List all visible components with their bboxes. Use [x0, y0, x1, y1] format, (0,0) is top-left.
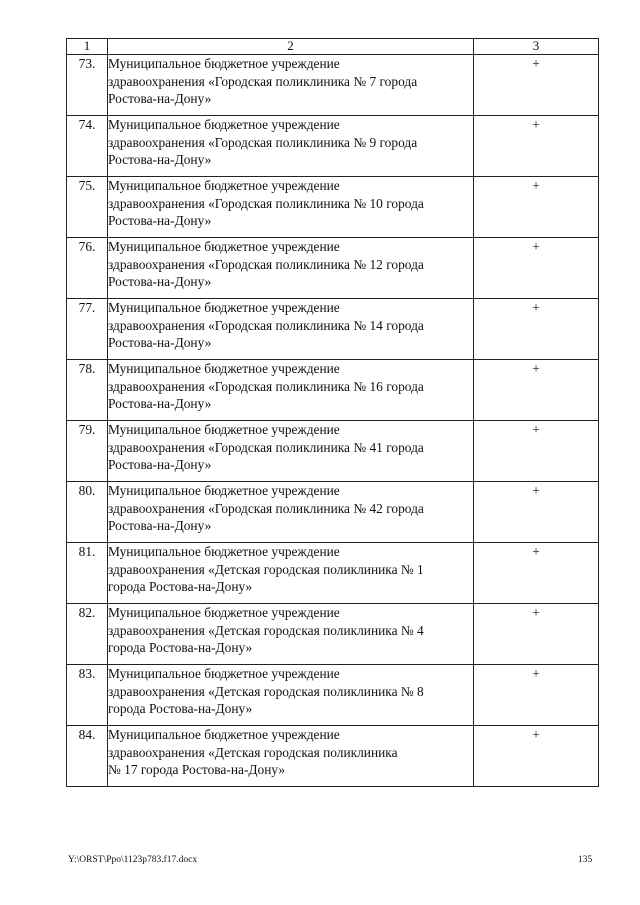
row-number: 78. [67, 360, 108, 421]
row-number: 84. [67, 726, 108, 787]
inclusion-mark: + [474, 55, 599, 116]
table-row [67, 726, 599, 787]
inclusion-mark: + [474, 177, 599, 238]
inclusion-mark: + [474, 299, 599, 360]
institution-name: Муниципальное бюджетное учреждение здравоохранения «Городская поликлиника № 14 города Ростова-на-Дону» [108, 299, 474, 360]
row-number: 76. [67, 238, 108, 299]
row-number: 83. [67, 665, 108, 726]
row-number: 82. [67, 604, 108, 665]
row-number: 75. [67, 177, 108, 238]
institution-name: Муниципальное бюджетное учреждение здравоохранения «Городская поликлиника № 42 города Ростова-на-Дону» [108, 482, 474, 543]
footer-page-number: 135 [578, 855, 593, 865]
table-header-row [67, 39, 599, 55]
table-row [67, 238, 599, 299]
table-row [67, 421, 599, 482]
table-row [67, 604, 599, 665]
inclusion-mark: + [474, 604, 599, 665]
institution-name: Муниципальное бюджетное учреждение здравоохранения «Детская городская поликлиника № 4 города Ростова-на-Дону» [108, 604, 474, 665]
inclusion-mark: + [474, 116, 599, 177]
institution-name: Муниципальное бюджетное учреждение здравоохранения «Городская поликлиника № 12 города Ростова-на-Дону» [108, 238, 474, 299]
table-row [67, 299, 599, 360]
inclusion-mark: + [474, 665, 599, 726]
inclusion-mark: + [474, 421, 599, 482]
table-body [67, 55, 599, 787]
table-row [67, 665, 599, 726]
table-row [67, 116, 599, 177]
table-row [67, 482, 599, 543]
table-row [67, 543, 599, 604]
institution-name: Муниципальное бюджетное учреждение здравоохранения «Детская городская поликлиника № 8 города Ростова-на-Дону» [108, 665, 474, 726]
row-number: 79. [67, 421, 108, 482]
institution-name: Муниципальное бюджетное учреждение здравоохранения «Детская городская поликлиника № 17 города Ростова-на-Дону» [108, 726, 474, 787]
institution-name: Муниципальное бюджетное учреждение здравоохранения «Городская поликлиника № 9 города Ростова-на-Дону» [108, 116, 474, 177]
inclusion-mark: + [474, 482, 599, 543]
row-number: 73. [67, 55, 108, 116]
row-number: 81. [67, 543, 108, 604]
institutions-table [66, 38, 599, 787]
institution-name: Муниципальное бюджетное учреждение здравоохранения «Городская поликлиника № 10 города Ростова-на-Дону» [108, 177, 474, 238]
institution-name: Муниципальное бюджетное учреждение здравоохранения «Детская городская поликлиника № 1 города Ростова-на-Дону» [108, 543, 474, 604]
row-number: 77. [67, 299, 108, 360]
institution-name: Муниципальное бюджетное учреждение здравоохранения «Городская поликлиника № 7 города Ростова-на-Дону» [108, 55, 474, 116]
inclusion-mark: + [474, 360, 599, 421]
table-row [67, 360, 599, 421]
column-header-2: 2 [108, 39, 474, 55]
column-header-3: 3 [474, 39, 599, 55]
inclusion-mark: + [474, 543, 599, 604]
table-row [67, 55, 599, 116]
row-number: 80. [67, 482, 108, 543]
table-row [67, 177, 599, 238]
row-number: 74. [67, 116, 108, 177]
column-header-1: 1 [67, 39, 108, 55]
footer-file-path: Y:\ORST\Ppo\1123p783.f17.docx [68, 855, 198, 865]
institution-name: Муниципальное бюджетное учреждение здравоохранения «Городская поликлиника № 41 города Ростова-на-Дону» [108, 421, 474, 482]
inclusion-mark: + [474, 726, 599, 787]
inclusion-mark: + [474, 238, 599, 299]
institution-name: Муниципальное бюджетное учреждение здравоохранения «Городская поликлиника № 16 города Ростова-на-Дону» [108, 360, 474, 421]
